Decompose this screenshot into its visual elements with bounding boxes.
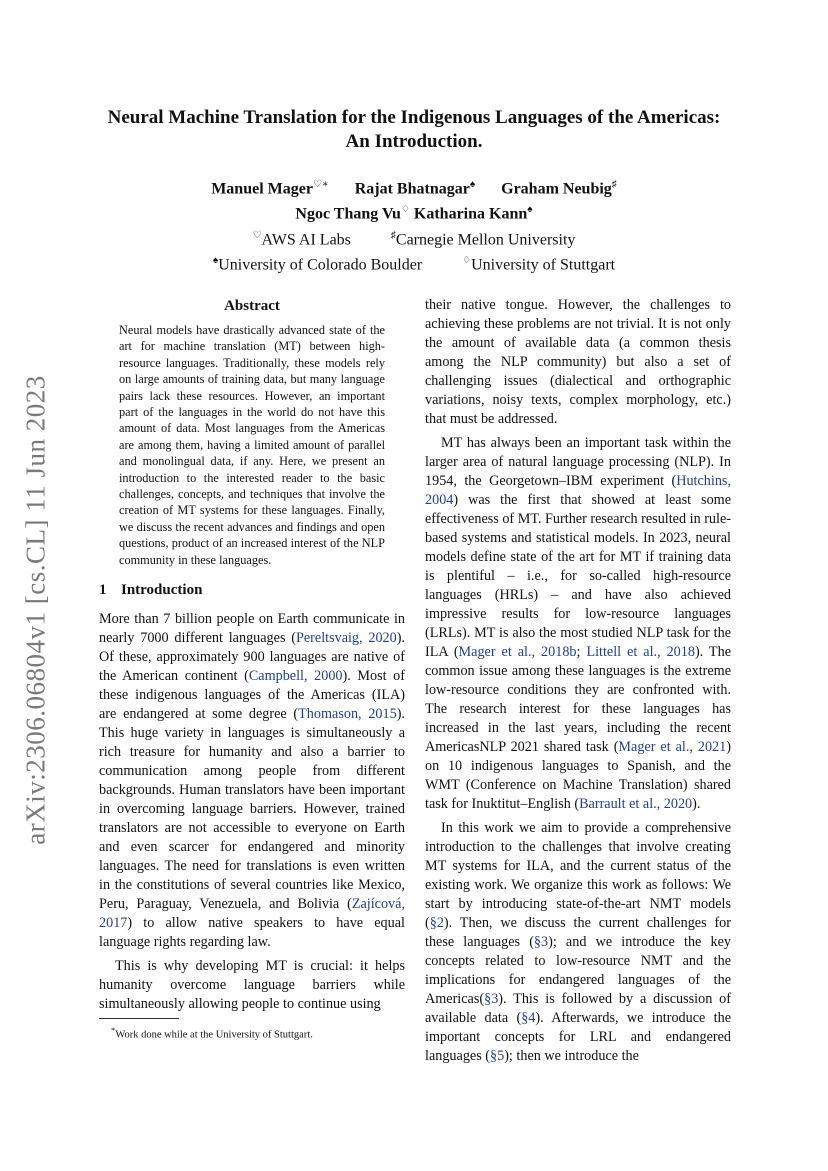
abstract-heading: Abstract (224, 298, 280, 314)
citation-link[interactable]: Barrault et al., 2020 (579, 796, 693, 812)
author-name: Ngoc Thang Vu (295, 205, 401, 223)
footnote-mark: * (111, 1025, 116, 1036)
section-number: 1 (99, 582, 107, 599)
section-title: Introduction (121, 582, 203, 599)
paragraph: In this work we aim to provide a comprehensive introduction to the challenges that involve creating MT systems for ILA, and the current status of the existing work. We organize this work as follows: We start by introducing state-of-the-art NMT models (§2). Then, we discuss the current challenges for these languages (§3); and we introduce the key concepts related to low-resource NMT and the implications for endangered languages of the Americas(§3). This is followed by a discussion of available data (§4). Afterwards, we introduce the important concepts for LRL and endangered languages (§5); then we introduce the (425, 820, 731, 1064)
footnote-rule (99, 1018, 179, 1019)
citation-link[interactable]: Hutchins, 2004 (425, 473, 731, 508)
section-link[interactable]: §2 (429, 915, 444, 931)
paragraph: This is why developing MT is crucial: it helps humanity overcome language barriers while simultaneously allowing people to continue using (99, 958, 405, 1013)
citation-link[interactable]: Mager et al., 2018b (458, 644, 577, 660)
author-mark: ♢ (400, 204, 410, 216)
author-mark: ♠ (527, 204, 533, 216)
affiliation: Carnegie Mellon University (395, 230, 576, 248)
citation-link[interactable]: Campbell, 2000 (248, 668, 343, 685)
author-name: Katharina Kann (413, 205, 528, 223)
affiliation-line-1 (100, 225, 728, 250)
affiliation-mark: ♯ (390, 229, 396, 241)
footnote-text: Work done while at the University of Stuttgart. (115, 1029, 313, 1041)
affiliation: University of Stuttgart (471, 256, 616, 274)
arxiv-identifier (16, 370, 56, 850)
affiliation-mark: ♢ (462, 254, 472, 266)
section-link[interactable]: §3 (484, 991, 499, 1007)
left-column (99, 296, 405, 1043)
author-name: Manuel Mager (211, 180, 313, 198)
author-name: Graham Neubig (501, 180, 612, 198)
paragraph: their native tongue. However, the challenges to achieving these problems are not trivial. It is not only the amount of available data (a common thesis among the NLP community) but also a set of challenging issues (dialectical and orthographic variations, noisy texts, complex morphology, etc.) that must be addressed. (425, 297, 731, 427)
citation-link[interactable]: Mager et al., 2021 (618, 739, 727, 755)
affiliation-line-2 (100, 250, 728, 275)
author-block (100, 174, 728, 275)
author-name: Rajat Bhatnagar (354, 180, 470, 198)
right-column (425, 296, 731, 1066)
author-line-2 (100, 199, 728, 224)
affiliation-mark: ♡ (252, 229, 262, 241)
paper-title: Neural Machine Translation for the Indigenous Languages of the Americas: An Introduction. (107, 107, 721, 152)
abstract-text: Neural models have drastically advanced state of the art for machine translation (MT) between high-resource languages. Traditionally, these models rely on large amounts of training data, but many language pairs lack these resources. However, an important part of the languages in the world do not have this amount of data. Most languages from the Americas are among them, having a limited amount of parallel and monolingual data, if any. Here, we present an introduction to the interested reader to the basic challenges, concepts, and techniques that involve the creation of MT systems for these languages. Finally, we discuss the recent advances and findings and open questions, product of an increased interest of the NLP community in these languages. (119, 323, 385, 567)
author-mark: ♠ (469, 179, 476, 190)
section-link[interactable]: §5 (490, 1048, 505, 1064)
footnote (99, 1023, 405, 1043)
section-heading (99, 580, 405, 600)
author-line-1 (100, 174, 728, 199)
paragraph: MT has always been an important task within the larger area of natural language processing (NLP). In 1954, the Georgetown–IBM experiment (Hutchins, 2004) was the first that showed at least some effectiveness of MT. Further research resulted in rule-based systems and statistical models. In 2023, neural models define state of the art for MT if training data is plentiful – i.e., for so-called high-resource languages (HRLs) – and have also achieved impressive results for low-resource languages (LRLs). MT is also the most studied NLP task for the ILA (Mager et al., 2018b; Littell et al., 2018). The common issue among these languages is the extreme low-resource conditions they are confronted with. The research interest for these languages has increased in the last years, including the recent AmericasNLP 2021 shared task (Mager et al., 2021) on 10 indigenous languages to Spanish, and the WMT (Conference on Machine Translation) shared task for Inuktitut–English (Barrault et al., 2020). (425, 435, 731, 812)
paragraph: More than 7 billion people on Earth communicate in nearly 7000 different languages (Pereltsvaig, 2020). Of these, approximately 900 languages are native of the American continent (Campbell, 2000). Most of these indigenous languages of the Americas (ILA) are endangered at some degree (Thomason, 2015). This huge variety in languages is simultaneously a rich treasure for humanity and also a barrier to communication among people from different backgrounds. Human translators have been important in overcoming language barriers. However, trained translators are not accessible to everyone on Earth and even scarcer for endangered and minority languages. The need for translations is even written in the constitutions of several countries like Mexico, Peru, Paraguay, Venezuela, and Bolivia (Zajícová, 2017) to allow native speakers to have equal language rights regarding law. (99, 611, 406, 951)
author-mark: ♡∗ (312, 179, 329, 190)
citation-link[interactable]: Zajícová, 2017 (99, 896, 405, 932)
affiliation: AWS AI Labs (261, 230, 351, 248)
section-link[interactable]: §3 (533, 934, 549, 950)
affiliation: University of Colorado Boulder (218, 256, 423, 274)
affiliation-mark: ♠ (212, 254, 219, 266)
arxiv-identifier-text: arXiv:2306.06804v1 [cs.CL] 11 Jun 2023 (20, 375, 51, 845)
citation-link[interactable]: Thomason, 2015 (298, 706, 397, 723)
section-link[interactable]: §4 (521, 1010, 536, 1026)
citation-link[interactable]: Pereltsvaig, 2020 (295, 630, 397, 647)
author-mark: ♯ (611, 179, 617, 190)
citation-link[interactable]: Littell et al., 2018 (586, 644, 695, 660)
